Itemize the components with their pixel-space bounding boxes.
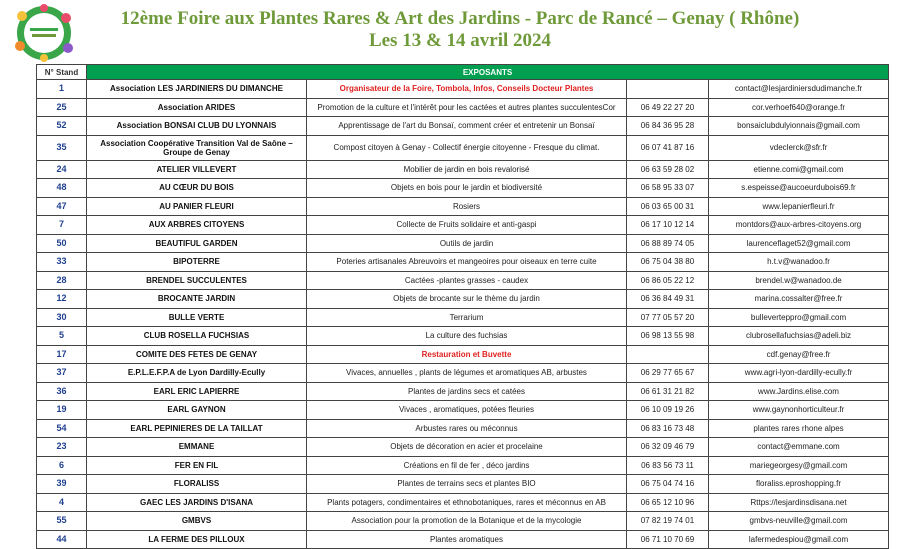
exhibitor-phone: 06 29 77 65 67	[627, 364, 709, 383]
exhibitor-name: GMBVS	[87, 512, 307, 531]
title-line-2: Les 13 & 14 avril 2024	[368, 30, 552, 51]
stand-number: 55	[37, 512, 87, 531]
exhibitor-contact: bulleverteppro@gmail.com	[709, 308, 889, 327]
stand-number: 25	[37, 98, 87, 117]
table-row	[37, 530, 889, 549]
exhibitor-name: BRENDEL SUCCULENTES	[87, 271, 307, 290]
exhibitor-contact: s.espeisse@aucoeurdubois69.fr	[709, 179, 889, 198]
stand-number: 17	[37, 345, 87, 364]
exhibitor-phone: 06 36 84 49 31	[627, 290, 709, 309]
exhibitor-phone: 06 07 41 87 16	[627, 135, 709, 160]
stand-number: 6	[37, 456, 87, 475]
table-row	[37, 345, 889, 364]
exhibitor-name: AU CŒUR DU BOIS	[87, 179, 307, 198]
stand-number: 35	[37, 135, 87, 160]
table-row	[37, 364, 889, 383]
exhibitor-phone: 06 65 12 10 96	[627, 493, 709, 512]
stand-number: 19	[37, 401, 87, 420]
exhibitor-name: E.P.L.E.F.P.A de Lyon Dardilly-Ecully	[87, 364, 307, 383]
exhibitor-contact: mariegeorgesy@gmail.com	[709, 456, 889, 475]
exhibitor-phone: 06 63 59 28 02	[627, 160, 709, 179]
exhibitor-contact: cdf.genay@free.fr	[709, 345, 889, 364]
stand-number: 47	[37, 197, 87, 216]
stand-number: 39	[37, 475, 87, 494]
stand-number: 30	[37, 308, 87, 327]
exhibitor-description: Objets de brocante sur le thème du jardin	[307, 290, 627, 309]
exhibitor-phone: 06 75 04 74 16	[627, 475, 709, 494]
exhibitor-description: Terrarium	[307, 308, 627, 327]
exhibitor-contact: laurenceflaget52@gmail.com	[709, 234, 889, 253]
exhibitor-contact: brendel.w@wanadoo.de	[709, 271, 889, 290]
exhibitor-name: BIPOTERRE	[87, 253, 307, 272]
exhibitor-description: Créations en fil de fer , déco jardins	[307, 456, 627, 475]
table-row	[37, 271, 889, 290]
exhibitor-description: Objets en bois pour le jardin et biodiversité	[307, 179, 627, 198]
stand-number: 28	[37, 271, 87, 290]
table-row	[37, 382, 889, 401]
table-row	[37, 197, 889, 216]
exhibitor-contact: www.agri-lyon-dardilly-ecully.fr	[709, 364, 889, 383]
stand-number: 44	[37, 530, 87, 549]
exhibitor-name: FLORALISS	[87, 475, 307, 494]
exhibitor-phone: 06 32 09 46 79	[627, 438, 709, 457]
exhibitor-phone: 06 88 89 74 05	[627, 234, 709, 253]
exhibitor-phone: 06 83 56 73 11	[627, 456, 709, 475]
exhibitor-description: Promotion de la culture et l'intérêt pour les cactées et autres plantes succulentesCor	[307, 98, 627, 117]
exhibitor-name: BROCANTE JARDIN	[87, 290, 307, 309]
stand-number: 23	[37, 438, 87, 457]
exhibitor-description: Vivaces , aromatiques, potées fleuries	[307, 401, 627, 420]
table-row	[37, 160, 889, 179]
exhibitor-contact: www.Jardins.elise.com	[709, 382, 889, 401]
stand-number: 54	[37, 419, 87, 438]
table-header-row	[37, 65, 889, 80]
title-line-1: 12ème Foire aux Plantes Rares & Art des Jardins - Parc de Rancé – Genay ( Rhône)	[120, 8, 800, 29]
exhibitor-name: BEAUTIFUL GARDEN	[87, 234, 307, 253]
exhibitor-contact: Rttps://lesjardinsdisana.net	[709, 493, 889, 512]
exhibitor-phone: 07 77 05 57 20	[627, 308, 709, 327]
exhibitor-description: Plants potagers, condimentaires et ethnobotaniques, rares et méconnus en AB	[307, 493, 627, 512]
exhibitor-description: Plantes aromatiques	[307, 530, 627, 549]
exhibitor-name: Association Coopérative Transition Val de Saône – Groupe de Genay	[87, 135, 307, 160]
table-row	[37, 419, 889, 438]
exhibitor-phone: 06 49 22 27 20	[627, 98, 709, 117]
exhibitor-description: Plantes de jardins secs et catées	[307, 382, 627, 401]
exhibitor-contact: www.gaynonhorticulteur.fr	[709, 401, 889, 420]
table-row	[37, 234, 889, 253]
stand-number: 33	[37, 253, 87, 272]
table-row	[37, 493, 889, 512]
exhibitor-contact: plantes rares rhone alpes	[709, 419, 889, 438]
stand-number: 48	[37, 179, 87, 198]
exhibitor-phone: 06 86 05 22 12	[627, 271, 709, 290]
exhibitor-contact: www.lepanierfleuri.fr	[709, 197, 889, 216]
table-row	[37, 253, 889, 272]
exhibitor-contact: montdors@aux-arbres-citoyens.org	[709, 216, 889, 235]
table-row	[37, 98, 889, 117]
exhibitor-phone: 06 71 10 70 69	[627, 530, 709, 549]
exhibitor-description: Arbustes rares ou méconnus	[307, 419, 627, 438]
exhibitor-contact: h.t.v@wanadoo.fr	[709, 253, 889, 272]
exhibitor-name: LA FERME DES PILLOUX	[87, 530, 307, 549]
table-row	[37, 438, 889, 457]
exhibitor-description: Cactées -plantes grasses - caudex	[307, 271, 627, 290]
table-row	[37, 475, 889, 494]
exhibitor-contact: floraliss.eproshopping.fr	[709, 475, 889, 494]
fair-logo	[12, 4, 76, 62]
exhibitor-name: ATELIER VILLEVERT	[87, 160, 307, 179]
exhibitor-phone: 06 61 31 21 82	[627, 382, 709, 401]
exhibitor-name: Association LES JARDINIERS DU DIMANCHE	[87, 80, 307, 99]
exhibitor-contact: bonsaiclubdulyionnais@gmail.com	[709, 117, 889, 136]
stand-number: 1	[37, 80, 87, 99]
exhibitor-phone: 06 58 95 33 07	[627, 179, 709, 198]
exhibitor-name: Association ARIDES	[87, 98, 307, 117]
exhibitor-phone	[627, 80, 709, 99]
exhibitor-phone: 07 82 19 74 01	[627, 512, 709, 531]
exhibitor-name: EARL GAYNON	[87, 401, 307, 420]
exhibitor-name: AU PANIER FLEURI	[87, 197, 307, 216]
exhibitor-contact: lafermedespiou@gmail.com	[709, 530, 889, 549]
exhibitor-description: Outils de jardin	[307, 234, 627, 253]
exhibitor-phone: 06 10 09 19 26	[627, 401, 709, 420]
table-row	[37, 179, 889, 198]
table-row	[37, 290, 889, 309]
exhibitor-description: Vivaces, annuelles , plants de légumes et aromatiques AB, arbustes	[307, 364, 627, 383]
exhibitor-description: La culture des fuchsias	[307, 327, 627, 346]
exhibitor-contact: etienne.comi@gmail.com	[709, 160, 889, 179]
table-row	[37, 117, 889, 136]
stand-number: 5	[37, 327, 87, 346]
exhibitor-contact: marina.cossalter@free.fr	[709, 290, 889, 309]
exhibitor-name: FER EN FIL	[87, 456, 307, 475]
exhibitor-phone	[627, 345, 709, 364]
exhibitor-name: COMITE DES FETES DE GENAY	[87, 345, 307, 364]
exhibitor-phone: 06 84 36 95 28	[627, 117, 709, 136]
exhibitor-name: BULLE VERTE	[87, 308, 307, 327]
exhibitor-contact: clubrosellafuchsias@adeli.biz	[709, 327, 889, 346]
table-row	[37, 512, 889, 531]
exhibitor-description: Mobilier de jardin en bois revalorisé	[307, 160, 627, 179]
exhibitor-phone: 06 75 04 38 80	[627, 253, 709, 272]
table-row	[37, 456, 889, 475]
exhibitor-description: Objets de décoration en acier et procelaine	[307, 438, 627, 457]
page-title	[90, 8, 830, 52]
exhibitor-description: Poteries artisanales Abreuvoirs et mangeoires pour oiseaux en terre cuite	[307, 253, 627, 272]
exposants-column-header: EXPOSANTS	[87, 65, 889, 80]
exhibitor-name: Association BONSAI CLUB DU LYONNAIS	[87, 117, 307, 136]
stand-column-header: N° Stand	[37, 65, 87, 80]
exhibitor-phone: 06 98 13 55 98	[627, 327, 709, 346]
table-row	[37, 401, 889, 420]
exhibitor-description: Organisateur de la Foire, Tombola, Infos, Conseils Docteur Plantes	[307, 80, 627, 99]
exhibitor-phone: 06 03 65 00 31	[627, 197, 709, 216]
exhibitor-name: AUX ARBRES CITOYENS	[87, 216, 307, 235]
stand-number: 4	[37, 493, 87, 512]
table-row	[37, 327, 889, 346]
exhibitor-phone: 06 83 16 73 48	[627, 419, 709, 438]
exhibitor-description: Association pour la promotion de la Botanique et de la mycologie	[307, 512, 627, 531]
exhibitor-name: EARL ERIC LAPIERRE	[87, 382, 307, 401]
exhibitor-description: Plantes de terrains secs et plantes BIO	[307, 475, 627, 494]
table-row	[37, 80, 889, 99]
table-row	[37, 216, 889, 235]
stand-number: 24	[37, 160, 87, 179]
exhibitor-description: Collecte de Fruits solidaire et anti-gaspi	[307, 216, 627, 235]
exhibitor-contact: contact@lesjardiniersdudimanche.fr	[709, 80, 889, 99]
exhibitor-contact: cor.verhoef640@orange.fr	[709, 98, 889, 117]
exhibitor-contact: vdeclerck@sfr.fr	[709, 135, 889, 160]
exhibitor-name: EMMANE	[87, 438, 307, 457]
exhibitor-name: EARL PEPINIERES DE LA TAILLAT	[87, 419, 307, 438]
exhibitor-contact: gmbvs-neuville@gmail.com	[709, 512, 889, 531]
exhibitor-description: Apprentissage de l'art du Bonsaï, comment créer et entretenir un Bonsaï	[307, 117, 627, 136]
stand-number: 37	[37, 364, 87, 383]
table-row	[37, 308, 889, 327]
exhibitor-description: Restauration et Buvette	[307, 345, 627, 364]
stand-number: 50	[37, 234, 87, 253]
exhibitor-name: CLUB ROSELLA FUCHSIAS	[87, 327, 307, 346]
stand-number: 7	[37, 216, 87, 235]
table-row	[37, 135, 889, 160]
stand-number: 36	[37, 382, 87, 401]
exhibitor-name: GAEC LES JARDINS D'ISANA	[87, 493, 307, 512]
stand-number: 52	[37, 117, 87, 136]
exhibitors-table	[36, 64, 889, 549]
exhibitor-description: Rosiers	[307, 197, 627, 216]
exhibitor-description: Compost citoyen à Genay - Collectif énergie citoyenne - Fresque du climat.	[307, 135, 627, 160]
stand-number: 12	[37, 290, 87, 309]
exhibitor-contact: contact@emmane.com	[709, 438, 889, 457]
exhibitor-phone: 06 17 10 12 14	[627, 216, 709, 235]
